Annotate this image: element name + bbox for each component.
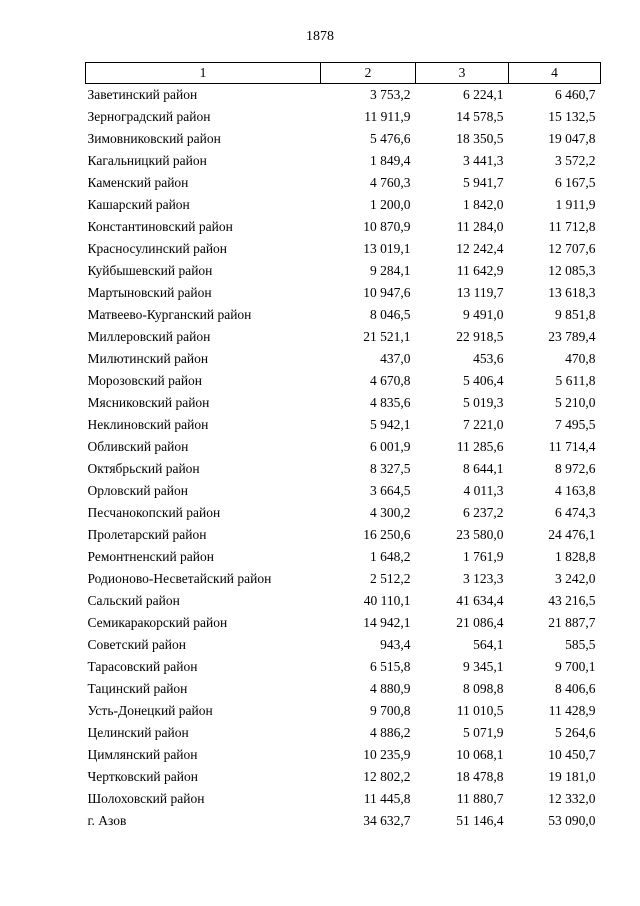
value-cell-col-4: 43 216,5: [548, 593, 596, 608]
district-name-cell: Советский район: [87, 637, 186, 652]
district-name-cell: г. Азов: [87, 813, 127, 828]
value-cell-col-3: 14 578,5: [456, 109, 504, 124]
value-cell-col-2: 2 512,2: [370, 571, 411, 586]
column-header-2: 2: [321, 63, 416, 84]
district-name-cell: Усть-Донецкий район: [87, 703, 213, 718]
value-cell-col-2: 3 664,5: [370, 483, 411, 498]
value-cell-col-2: 10 870,9: [363, 219, 411, 234]
value-cell-col-4: 12 332,0: [548, 791, 596, 806]
district-name-cell: Родионово-Несветайский район: [87, 571, 272, 586]
value-cell-col-2: 16 250,6: [363, 527, 411, 542]
value-cell-col-4: 3 572,2: [555, 153, 596, 168]
value-cell-col-3: 1 761,9: [463, 549, 504, 564]
value-cell-col-2: 1 849,4: [370, 153, 411, 168]
value-cell-col-4: 19 047,8: [548, 131, 596, 146]
value-cell-col-2: 1 648,2: [370, 549, 411, 564]
district-name-cell: Морозовский район: [87, 373, 203, 388]
district-name-cell: Константиновский район: [87, 219, 233, 234]
value-cell-col-2: 11 911,9: [364, 109, 411, 124]
value-cell-col-2: 437,0: [380, 351, 411, 366]
value-cell-col-4: 5 611,8: [555, 373, 596, 388]
table-row: [86, 282, 601, 304]
value-cell-col-4: 23 789,4: [548, 329, 596, 344]
value-cell-col-2: 9 700,8: [370, 703, 411, 718]
table-row: [86, 656, 601, 678]
district-name-cell: Песчанокопский район: [87, 505, 221, 520]
table-row: [86, 150, 601, 172]
value-cell-col-3: 453,6: [473, 351, 504, 366]
table-row: [86, 194, 601, 216]
value-cell-col-3: 6 237,2: [463, 505, 504, 520]
header-row: [86, 63, 601, 84]
value-cell-col-3: 11 284,0: [456, 219, 504, 234]
value-cell-col-3: 564,1: [473, 637, 504, 652]
table-row: [86, 238, 601, 260]
value-cell-col-4: 19 181,0: [548, 769, 596, 784]
district-name-cell: Целинский район: [87, 725, 189, 740]
district-name-cell: Миллеровский район: [87, 329, 211, 344]
value-cell-col-4: 3 242,0: [555, 571, 596, 586]
table-row: [86, 590, 601, 612]
value-cell-col-4: 9 851,8: [555, 307, 596, 322]
value-cell-col-2: 5 476,6: [370, 131, 411, 146]
district-name-cell: Орловский район: [87, 483, 188, 498]
district-name-cell: Заветинский район: [87, 87, 198, 102]
value-cell-col-3: 41 634,4: [456, 593, 504, 608]
value-cell-col-3: 7 221,0: [463, 417, 504, 432]
table-row: [86, 392, 601, 414]
value-cell-col-4: 4 163,8: [555, 483, 596, 498]
table-row: [86, 524, 601, 546]
value-cell-col-2: 4 880,9: [370, 681, 411, 696]
value-cell-col-2: 6 001,9: [370, 439, 411, 454]
value-cell-col-3: 5 406,4: [463, 373, 504, 388]
value-cell-col-4: 24 476,1: [548, 527, 596, 542]
value-cell-col-3: 11 010,5: [456, 703, 504, 718]
value-cell-col-4: 5 210,0: [555, 395, 596, 410]
table-row: [86, 172, 601, 194]
district-name-cell: Зерноградский район: [87, 109, 211, 124]
table-row: [86, 106, 601, 128]
value-cell-col-2: 40 110,1: [363, 593, 411, 608]
value-cell-col-3: 10 068,1: [456, 747, 504, 762]
district-name-cell: Матвеево-Курганский район: [87, 307, 252, 322]
district-name-cell: Неклиновский район: [87, 417, 209, 432]
value-cell-col-3: 9 491,0: [463, 307, 504, 322]
value-cell-col-3: 13 119,7: [456, 285, 504, 300]
value-cell-col-2: 21 521,1: [363, 329, 411, 344]
value-cell-col-3: 3 123,3: [463, 571, 504, 586]
value-cell-col-2: 3 753,2: [370, 87, 411, 102]
value-cell-col-2: 4 760,3: [370, 175, 411, 190]
value-cell-col-3: 8 098,8: [463, 681, 504, 696]
district-name-cell: Тарасовский район: [87, 659, 198, 674]
value-cell-col-3: 6 224,1: [463, 87, 504, 102]
value-cell-col-3: 51 146,4: [456, 813, 504, 828]
value-cell-col-3: 11 642,9: [456, 263, 504, 278]
value-cell-col-3: 18 478,8: [456, 769, 504, 784]
table-row: [86, 612, 601, 634]
district-name-cell: Кашарский район: [87, 197, 190, 212]
table-row: [86, 414, 601, 436]
district-name-cell: Ремонтненский район: [87, 549, 214, 564]
value-cell-col-2: 11 445,8: [363, 791, 411, 806]
district-name-cell: Цимлянский район: [87, 747, 198, 762]
table-row: [86, 370, 601, 392]
table-row: [86, 810, 601, 832]
district-name-cell: Чертковский район: [87, 769, 198, 784]
value-cell-col-4: 6 474,3: [555, 505, 596, 520]
table-row: [86, 458, 601, 480]
value-cell-col-4: 6 167,5: [555, 175, 596, 190]
district-name-cell: Сальский район: [87, 593, 180, 608]
value-cell-col-2: 9 284,1: [370, 263, 411, 278]
district-name-cell: Красносулинский район: [87, 241, 228, 256]
value-cell-col-4: 12 707,6: [548, 241, 596, 256]
value-cell-col-3: 23 580,0: [456, 527, 504, 542]
value-cell-col-3: 5 941,7: [463, 175, 504, 190]
value-cell-col-4: 10 450,7: [548, 747, 596, 762]
district-name-cell: Семикаракорский район: [87, 615, 228, 630]
value-cell-col-4: 1 911,9: [555, 197, 596, 212]
district-name-cell: Мясниковский район: [87, 395, 210, 410]
table-row: [86, 722, 601, 744]
district-name-cell: Милютинский район: [87, 351, 209, 366]
value-cell-col-4: 11 428,9: [548, 703, 596, 718]
table-row: [86, 788, 601, 810]
value-cell-col-2: 4 835,6: [370, 395, 411, 410]
table-row: [86, 546, 601, 568]
district-name-cell: Тацинский район: [87, 681, 188, 696]
value-cell-col-4: 15 132,5: [548, 109, 596, 124]
table-row: [86, 744, 601, 766]
value-cell-col-4: 11 714,4: [548, 439, 596, 454]
table-row: [86, 480, 601, 502]
value-cell-col-4: 21 887,7: [548, 615, 596, 630]
table-row: [86, 502, 601, 524]
value-cell-col-3: 11 285,6: [456, 439, 504, 454]
value-cell-col-4: 7 495,5: [555, 417, 596, 432]
value-cell-col-3: 8 644,1: [463, 461, 504, 476]
table-row: [86, 766, 601, 788]
table-row: [86, 348, 601, 370]
value-cell-col-4: 53 090,0: [548, 813, 596, 828]
value-cell-col-4: 11 712,8: [548, 219, 596, 234]
table-row: [86, 216, 601, 238]
district-name-cell: Каменский район: [87, 175, 189, 190]
value-cell-col-4: 13 618,3: [548, 285, 596, 300]
value-cell-col-3: 9 345,1: [463, 659, 504, 674]
district-name-cell: Куйбышевский район: [87, 263, 213, 278]
value-cell-col-4: 8 972,6: [555, 461, 596, 476]
value-cell-col-2: 4 300,2: [370, 505, 411, 520]
value-cell-col-2: 8 046,5: [370, 307, 411, 322]
table-header: [86, 63, 601, 84]
value-cell-col-2: 5 942,1: [370, 417, 411, 432]
table-row: [86, 700, 601, 722]
value-cell-col-2: 13 019,1: [363, 241, 411, 256]
table-row: [86, 260, 601, 282]
value-cell-col-2: 34 632,7: [363, 813, 411, 828]
value-cell-col-3: 21 086,4: [456, 615, 504, 630]
district-name-cell: Октябрьский район: [87, 461, 200, 476]
value-cell-col-2: 10 235,9: [363, 747, 411, 762]
value-cell-col-2: 4 670,8: [370, 373, 411, 388]
value-cell-col-4: 470,8: [565, 351, 596, 366]
table-row: [86, 128, 601, 150]
value-cell-col-3: 22 918,5: [456, 329, 504, 344]
district-name-cell: Зимовниковский район: [87, 131, 221, 146]
district-name-cell: Мартыновский район: [87, 285, 212, 300]
value-cell-col-2: 8 327,5: [370, 461, 411, 476]
value-cell-col-4: 1 828,8: [555, 549, 596, 564]
value-cell-col-4: 12 085,3: [548, 263, 596, 278]
value-cell-col-2: 6 515,8: [370, 659, 411, 674]
value-cell-col-4: 585,5: [565, 637, 596, 652]
table-row: [86, 436, 601, 458]
district-name-cell: Пролетарский район: [87, 527, 207, 542]
value-cell-col-3: 1 842,0: [463, 197, 504, 212]
table-row: [86, 678, 601, 700]
data-table: [85, 62, 601, 832]
district-name-cell: Обливский район: [87, 439, 189, 454]
district-name-cell: Шолоховский район: [87, 791, 205, 806]
column-header-4: 4: [509, 63, 601, 84]
value-cell-col-3: 5 071,9: [463, 725, 504, 740]
page-number: 1878: [306, 29, 334, 44]
column-header-1: 1: [86, 63, 321, 84]
value-cell-col-4: 5 264,6: [555, 725, 596, 740]
table-row: [86, 326, 601, 348]
district-name-cell: Кагальницкий район: [87, 153, 207, 168]
column-header-3: 3: [416, 63, 509, 84]
value-cell-col-4: 8 406,6: [555, 681, 596, 696]
value-cell-col-4: 9 700,1: [555, 659, 596, 674]
table-row: [86, 568, 601, 590]
value-cell-col-2: 4 886,2: [370, 725, 411, 740]
value-cell-col-3: 3 441,3: [463, 153, 504, 168]
value-cell-col-2: 10 947,6: [363, 285, 411, 300]
table-body: [86, 84, 601, 833]
value-cell-col-2: 14 942,1: [363, 615, 411, 630]
value-cell-col-4: 6 460,7: [555, 87, 596, 102]
table-row: [86, 304, 601, 326]
value-cell-col-3: 18 350,5: [456, 131, 504, 146]
table-row: [86, 634, 601, 656]
value-cell-col-2: 943,4: [380, 637, 411, 652]
value-cell-col-3: 11 880,7: [456, 791, 504, 806]
value-cell-col-3: 4 011,3: [463, 483, 504, 498]
value-cell-col-2: 12 802,2: [363, 769, 411, 784]
value-cell-col-2: 1 200,0: [370, 197, 411, 212]
table-row: [86, 84, 601, 107]
value-cell-col-3: 12 242,4: [456, 241, 504, 256]
value-cell-col-3: 5 019,3: [463, 395, 504, 410]
